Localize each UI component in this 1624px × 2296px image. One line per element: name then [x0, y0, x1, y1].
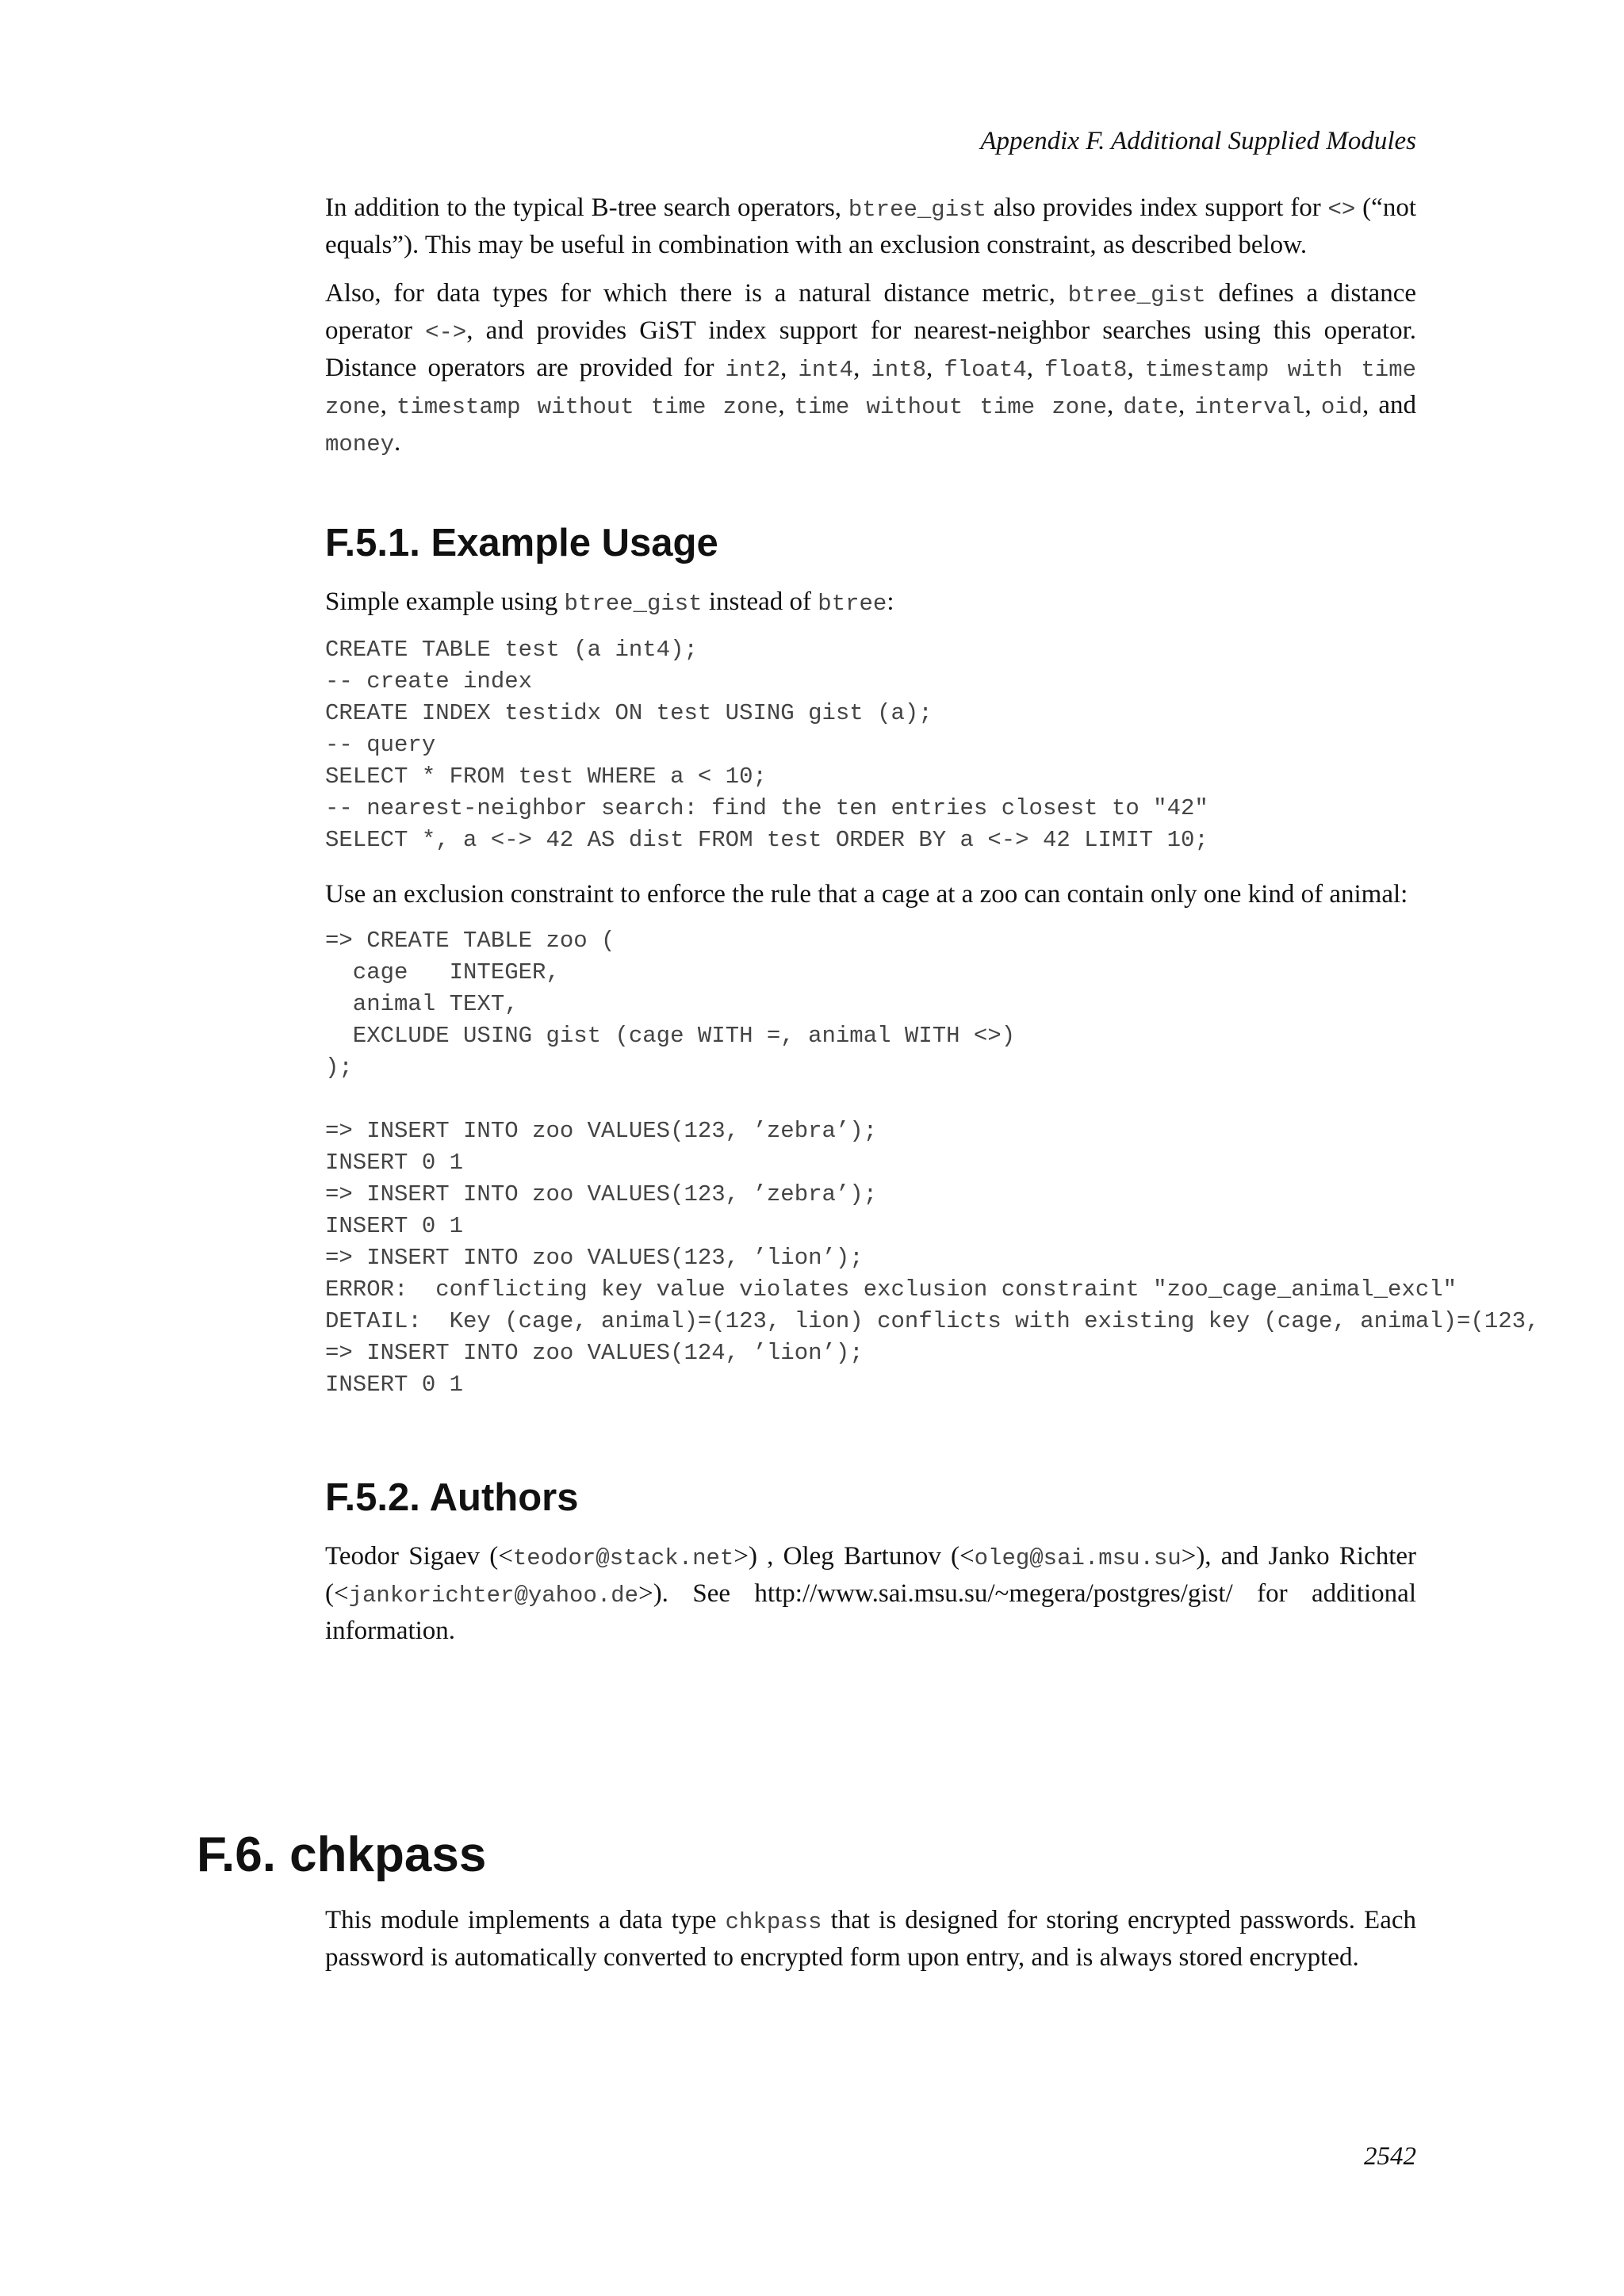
code-example-zoo: => CREATE TABLE zoo ( cage INTEGER, animal TEXT, EXCLUDE USING gist (cage WITH =, animal WITH <>) ); => INSERT INTO zoo VALUES(123, ’zebra’); INSERT 0 1 => INSERT INTO zoo VALUES(123, ’zebra’); INSERT 0 1 => INSERT INTO zoo VALUES(123, ’lion’); ERROR: conflicting key value violates exclusion constraint "zoo_cage_animal_excl" DETAIL: Key (cage, animal)=(123, lion) conflicts with existing key (cage, animal)=(123, => INSERT INTO zoo VALUES(124, ’lion’); INSERT 0 1	[325, 928, 1540, 1398]
code-type-timestamp-with-time-zone: timestamp with time zone	[325, 357, 1416, 420]
separator: ,	[1304, 391, 1321, 419]
chkpass-content	[325, 1903, 1416, 1988]
text: :	[887, 587, 894, 616]
text: (“not equals”). This may be useful in combination with an exclusion constraint, as described below.	[325, 193, 1416, 259]
code-btree: btree	[818, 591, 887, 617]
text: Simple example using	[325, 587, 565, 616]
intro-paragraph-2	[325, 276, 1416, 462]
text: instead of	[702, 587, 818, 616]
separator: ,	[780, 354, 799, 382]
text: >). See http://www.sai.msu.su/~megera/postgres/gist/ for additional information.	[325, 1579, 1416, 1645]
authors-paragraph	[325, 1539, 1416, 1649]
code-type-time-without-time-zone: time without time zone	[794, 394, 1107, 420]
page-number: 2542	[1364, 2142, 1416, 2171]
code-type-interval: interval	[1194, 394, 1305, 420]
separator: ,	[1127, 354, 1145, 382]
exclusion-constraint-paragraph: Use an exclusion constraint to enforce the rule that a cage at a zoo can contain only one kind of animal:	[325, 880, 1408, 909]
code-not-equals: <>	[1327, 197, 1356, 223]
code-type-int4: int4	[798, 357, 854, 383]
intro-paragraph-1	[325, 190, 1416, 263]
text: >) , Oleg Bartunov (<	[733, 1542, 975, 1571]
code-type-float4: float4	[944, 357, 1027, 383]
code-btree-gist: btree_gist	[1067, 282, 1206, 308]
separator: ,	[380, 391, 396, 419]
code-type-timestamp-without-time-zone: timestamp without time zone	[396, 394, 779, 420]
code-type-money: money	[325, 431, 395, 457]
code-type-float8: float8	[1044, 357, 1128, 383]
code-btree-gist: btree_gist	[848, 197, 986, 223]
code-type-int8: int8	[871, 357, 927, 383]
separator: ,	[926, 354, 944, 382]
code-btree-gist: btree_gist	[564, 591, 703, 617]
email-janko: jankorichter@yahoo.de	[348, 1582, 639, 1609]
text: , and	[1362, 391, 1417, 419]
text: Also, for data types for which there is a natural distance metric,	[325, 279, 1068, 308]
email-oleg: oleg@sai.msu.su	[974, 1545, 1182, 1571]
code-type-date: date	[1123, 394, 1178, 420]
separator: ,	[778, 391, 795, 419]
text: .	[394, 428, 401, 457]
text: , and provides GiST index support for nearest-neighbor searches using this operator. Distance operators are provided for	[325, 316, 1416, 382]
text: Teodor Sigaev (<	[325, 1542, 513, 1571]
chkpass-paragraph	[325, 1903, 1416, 1976]
email-teodor: teodor@stack.net	[512, 1545, 734, 1571]
main-content	[325, 190, 1540, 1662]
separator: ,	[1106, 391, 1124, 419]
section-heading-authors: F.5.2. Authors	[325, 1476, 579, 1519]
code-type-int2: int2	[725, 357, 781, 383]
text: >), and Janko Richter (<	[325, 1542, 1417, 1608]
running-header: Appendix F. Additional Supplied Modules	[980, 127, 1416, 155]
text: This module implements a data type	[325, 1906, 726, 1934]
code-example-btree-gist: CREATE TABLE test (a int4); -- create index CREATE INDEX testidx ON test USING gist (a); -- query SELECT * FROM test WHERE a < 10; -- nearest-neighbor search: find the ten entries closest to "42" SELECT *, a <-> 42 AS dist FROM test ORDER BY a <-> 42 LIMIT 10;	[325, 637, 1208, 853]
example-intro	[325, 584, 1416, 622]
code-distance-operator: <->	[425, 320, 467, 346]
text: also provides index support for	[986, 193, 1328, 222]
text: defines a distance operator	[325, 279, 1416, 345]
code-chkpass: chkpass	[725, 1909, 822, 1935]
separator: ,	[1026, 354, 1045, 382]
separator: ,	[1178, 391, 1195, 419]
code-type-oid: oid	[1320, 394, 1363, 420]
chapter-heading-chkpass: F.6. chkpass	[197, 1827, 487, 1882]
text: In addition to the typical B-tree search operators,	[325, 193, 848, 222]
text: that is designed for storing encrypted passwords. Each password is automatically converted to encrypted form upon entry, and is always stored encrypted.	[325, 1906, 1416, 1972]
section-heading-example-usage: F.5.1. Example Usage	[325, 522, 718, 564]
separator: ,	[853, 354, 871, 382]
